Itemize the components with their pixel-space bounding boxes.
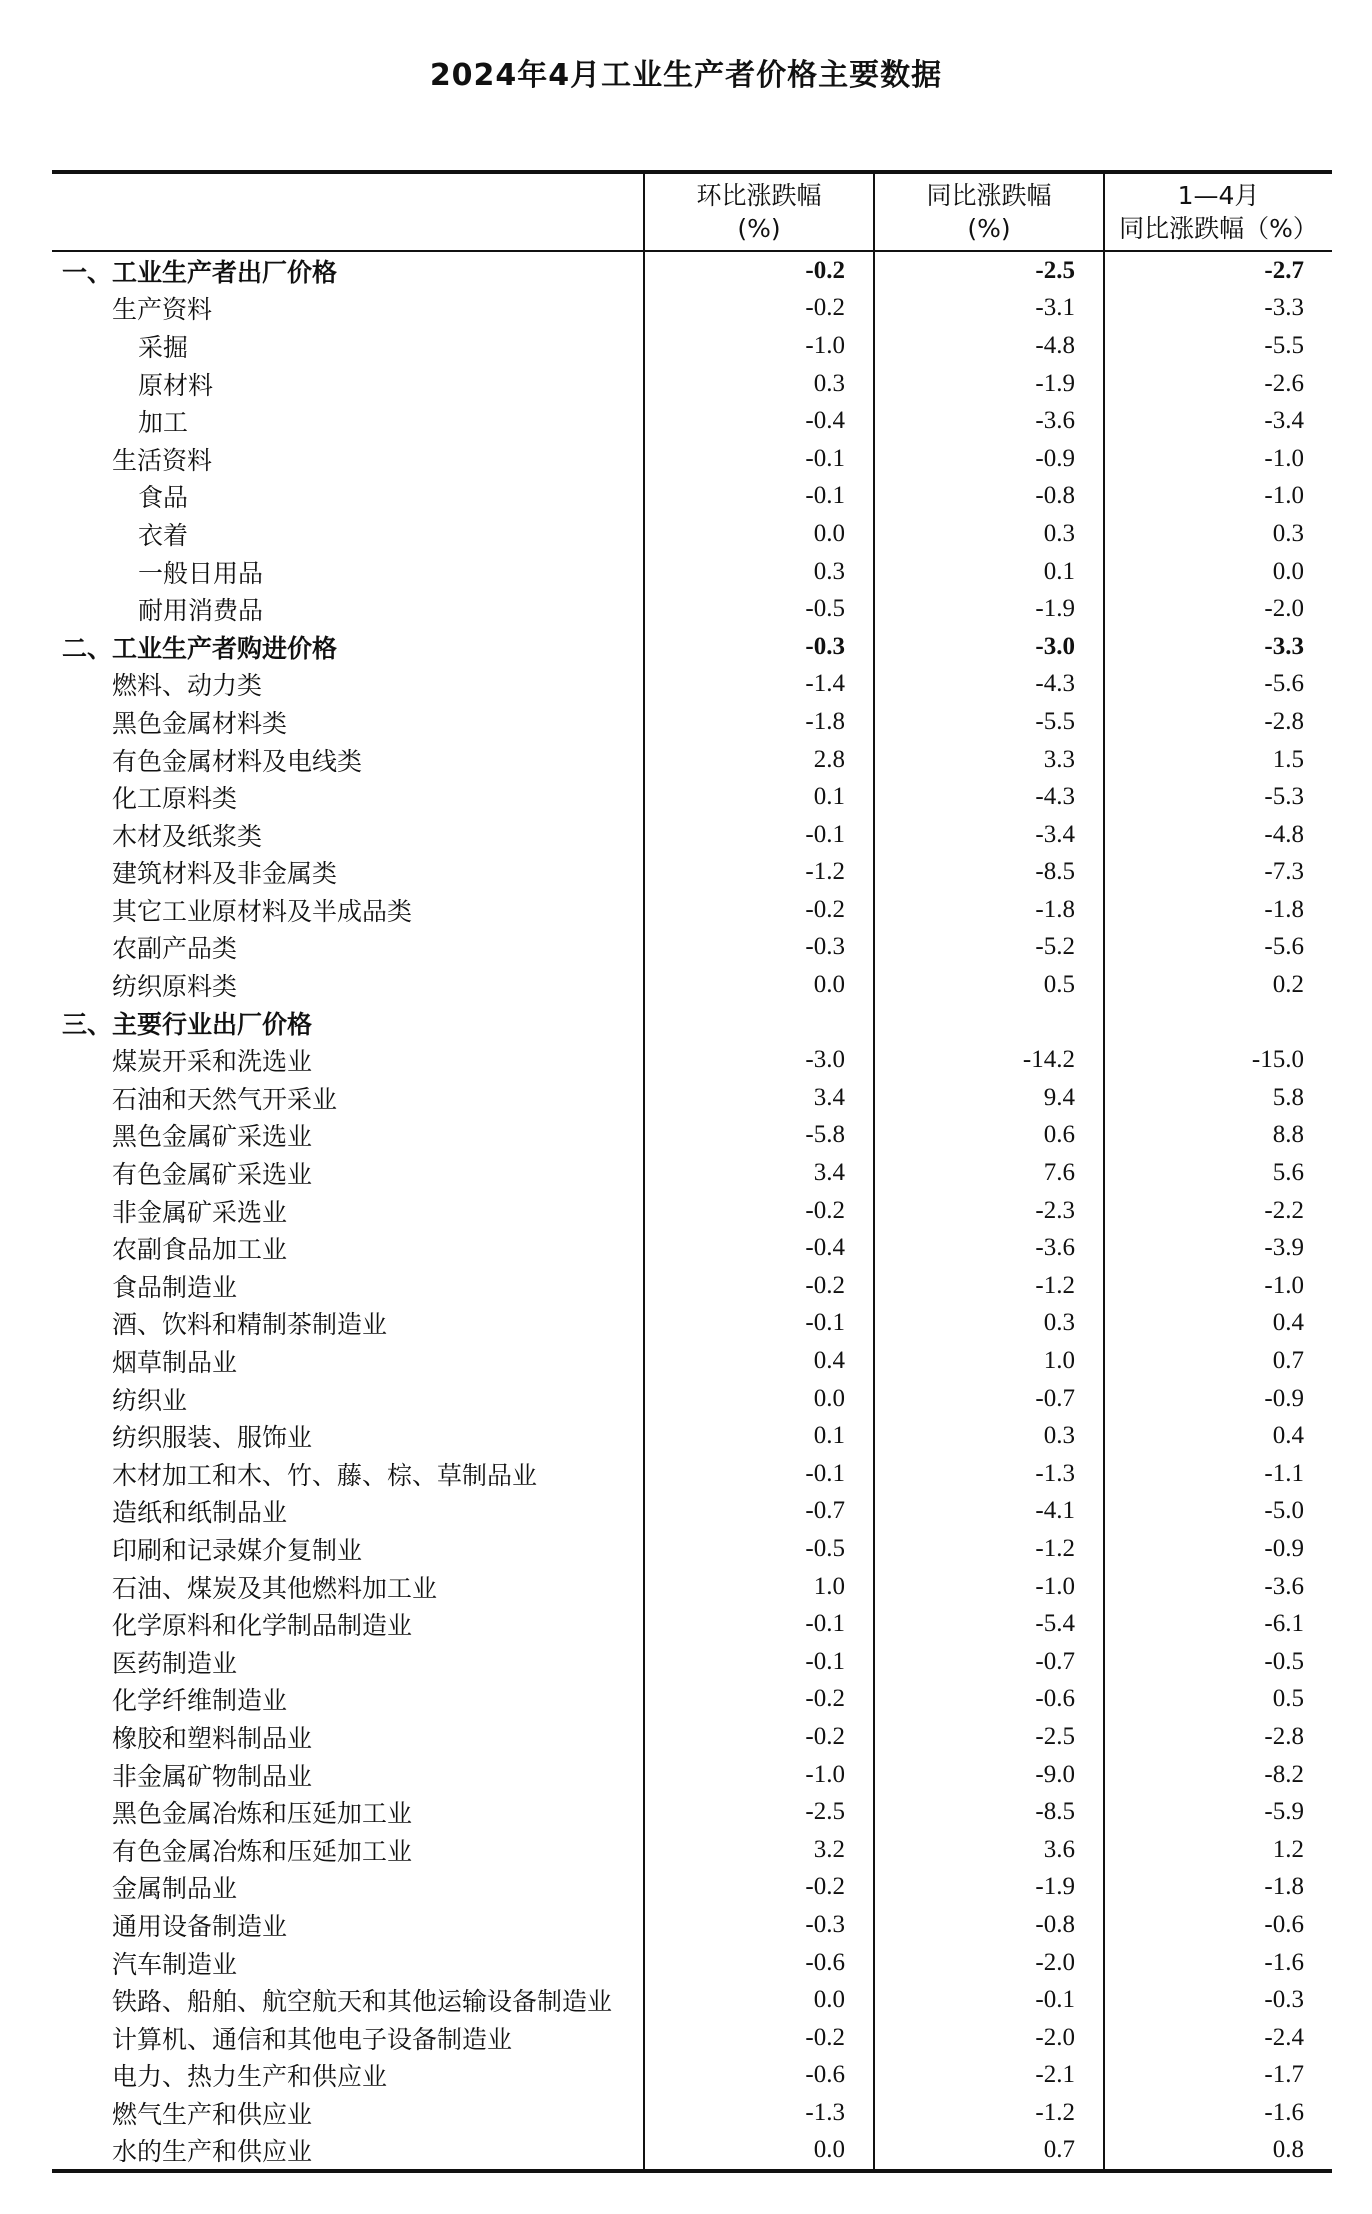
table-row — [52, 666, 1332, 704]
cell-mom: -1.4 — [644, 666, 874, 704]
table-row — [52, 778, 1332, 816]
row-label: 汽车制造业 — [112, 1949, 238, 1979]
cell-ytd: 0.8 — [1104, 2132, 1332, 2172]
cell-mom: -1.8 — [644, 703, 874, 741]
row-label: 农副食品加工业 — [112, 1235, 288, 1265]
table-body — [52, 251, 1332, 2171]
table-row — [52, 440, 1332, 478]
table-row — [52, 478, 1332, 516]
row-label: 纺织原料类 — [112, 972, 238, 1002]
cell-yoy: -1.2 — [874, 2094, 1104, 2132]
cell-mom: -0.4 — [644, 402, 874, 440]
table-row — [52, 327, 1332, 365]
row-label: 建筑材料及非金属类 — [112, 859, 338, 889]
cell-yoy: -0.9 — [874, 440, 1104, 478]
cell-mom: 3.4 — [644, 1079, 874, 1117]
cell-mom: 3.2 — [644, 1831, 874, 1869]
cell-mom: -0.2 — [644, 1681, 874, 1719]
cell-yoy: -3.6 — [874, 402, 1104, 440]
cell-yoy: 0.7 — [874, 2132, 1104, 2172]
cell-mom: -0.4 — [644, 1229, 874, 1267]
table-row — [52, 1267, 1332, 1305]
cell-mom: -0.1 — [644, 1305, 874, 1343]
row-label: 耐用消费品 — [138, 596, 264, 626]
cell-yoy: -0.7 — [874, 1643, 1104, 1681]
table-row — [52, 854, 1332, 892]
cell-mom: -0.2 — [644, 891, 874, 929]
row-label: 烟草制品业 — [112, 1348, 238, 1378]
cell-ytd: 0.3 — [1104, 515, 1332, 553]
table-row — [52, 966, 1332, 1004]
cell-mom: 2.8 — [644, 741, 874, 779]
cell-yoy: 0.5 — [874, 966, 1104, 1004]
table-row — [52, 1229, 1332, 1267]
row-label: 印刷和记录媒介复制业 — [112, 1535, 363, 1565]
cell-yoy: 0.3 — [874, 1305, 1104, 1343]
cell-yoy: 0.6 — [874, 1117, 1104, 1155]
table-row — [52, 1718, 1332, 1756]
cell-ytd: 0.2 — [1104, 966, 1332, 1004]
cell-mom: -1.2 — [644, 854, 874, 892]
cell-ytd: -5.3 — [1104, 778, 1332, 816]
cell-yoy: -2.5 — [874, 251, 1104, 290]
table-row — [52, 1643, 1332, 1681]
cell-mom: -0.2 — [644, 1192, 874, 1230]
cell-mom: 0.0 — [644, 2132, 874, 2172]
cell-yoy: -1.2 — [874, 1530, 1104, 1568]
table-row — [52, 816, 1332, 854]
cell-ytd: 0.4 — [1104, 1305, 1332, 1343]
cell-mom: -2.5 — [644, 1793, 874, 1831]
cell-mom: 1.0 — [644, 1568, 874, 1606]
cell-mom: -5.8 — [644, 1117, 874, 1155]
table-row — [52, 1192, 1332, 1230]
cell-yoy: -0.7 — [874, 1380, 1104, 1418]
cell-mom: -0.2 — [644, 1869, 874, 1907]
cell-yoy: -5.4 — [874, 1605, 1104, 1643]
cell-yoy: 3.3 — [874, 741, 1104, 779]
cell-ytd: -3.9 — [1104, 1229, 1332, 1267]
table-row — [52, 1455, 1332, 1493]
cell-mom: -0.6 — [644, 1944, 874, 1982]
header-ytd-line1: 1—4月 — [1177, 181, 1260, 210]
row-label: 非金属矿采选业 — [112, 1197, 288, 1227]
cell-ytd: -0.9 — [1104, 1530, 1332, 1568]
header-yoy — [874, 172, 1104, 251]
cell-yoy: 9.4 — [874, 1079, 1104, 1117]
row-label: 农副产品类 — [112, 934, 238, 964]
cell-ytd: -5.6 — [1104, 666, 1332, 704]
table-row — [52, 1117, 1332, 1155]
row-label: 化学纤维制造业 — [112, 1686, 288, 1716]
cell-ytd: 0.7 — [1104, 1342, 1332, 1380]
cell-mom: -0.3 — [644, 929, 874, 967]
cell-yoy: 0.3 — [874, 1417, 1104, 1455]
cell-mom: -0.7 — [644, 1493, 874, 1531]
cell-ytd: 0.5 — [1104, 1681, 1332, 1719]
cell-mom: 0.1 — [644, 1417, 874, 1455]
table-row — [52, 1154, 1332, 1192]
table-row — [52, 1380, 1332, 1418]
cell-ytd: -3.3 — [1104, 628, 1332, 666]
cell-ytd: -2.6 — [1104, 365, 1332, 403]
cell-mom: -0.2 — [644, 290, 874, 328]
row-label: 生活资料 — [112, 445, 213, 475]
cell-yoy: -4.3 — [874, 778, 1104, 816]
table-row — [52, 929, 1332, 967]
cell-ytd: -1.8 — [1104, 891, 1332, 929]
row-label: 木材加工和木、竹、藤、棕、草制品业 — [112, 1460, 538, 1490]
price-data-table — [52, 170, 1332, 2173]
cell-mom: -0.1 — [644, 1605, 874, 1643]
header-ytd-line2: 同比涨跌幅（%） — [1119, 214, 1318, 243]
cell-ytd: -7.3 — [1104, 854, 1332, 892]
table-row — [52, 1079, 1332, 1117]
row-label: 通用设备制造业 — [112, 1911, 288, 1941]
cell-yoy: -8.5 — [874, 854, 1104, 892]
table-row — [52, 1568, 1332, 1606]
cell-yoy: -1.9 — [874, 365, 1104, 403]
cell-ytd: -0.3 — [1104, 1981, 1332, 2019]
row-label: 化学原料和化学制品制造业 — [112, 1611, 413, 1641]
header-ytd — [1104, 172, 1332, 251]
cell-mom: 0.0 — [644, 1380, 874, 1418]
row-label: 石油和天然气开采业 — [112, 1084, 338, 1114]
cell-ytd: 8.8 — [1104, 1117, 1332, 1155]
header-mom-line1: 环比涨跌幅 — [696, 181, 822, 210]
cell-ytd: -2.8 — [1104, 1718, 1332, 1756]
cell-ytd: -0.5 — [1104, 1643, 1332, 1681]
table-row — [52, 891, 1332, 929]
row-label: 造纸和纸制品业 — [112, 1498, 288, 1528]
cell-mom: -0.2 — [644, 251, 874, 290]
cell-ytd: 1.5 — [1104, 741, 1332, 779]
cell-mom: 0.3 — [644, 553, 874, 591]
cell-ytd: -1.0 — [1104, 1267, 1332, 1305]
cell-yoy: -1.9 — [874, 1869, 1104, 1907]
row-label: 有色金属冶炼和压延加工业 — [112, 1836, 413, 1866]
cell-ytd: -5.6 — [1104, 929, 1332, 967]
cell-mom: 0.0 — [644, 515, 874, 553]
cell-mom: -0.3 — [644, 628, 874, 666]
table-row — [52, 1305, 1332, 1343]
row-label: 木材及纸浆类 — [112, 821, 263, 851]
cell-yoy: -4.8 — [874, 327, 1104, 365]
cell-yoy: -2.3 — [874, 1192, 1104, 1230]
cell-ytd: 5.6 — [1104, 1154, 1332, 1192]
cell-mom: -1.0 — [644, 327, 874, 365]
cell-yoy: -4.1 — [874, 1493, 1104, 1531]
cell-ytd: -1.0 — [1104, 440, 1332, 478]
row-label: 化工原料类 — [112, 784, 238, 814]
table-row — [52, 2057, 1332, 2095]
cell-yoy: -2.1 — [874, 2057, 1104, 2095]
cell-ytd: -4.8 — [1104, 816, 1332, 854]
cell-mom: 0.4 — [644, 1342, 874, 1380]
cell-ytd: -6.1 — [1104, 1605, 1332, 1643]
table-row — [52, 741, 1332, 779]
cell-yoy: 0.1 — [874, 553, 1104, 591]
cell-mom: -0.2 — [644, 1267, 874, 1305]
cell-yoy: -2.5 — [874, 1718, 1104, 1756]
row-label: 计算机、通信和其他电子设备制造业 — [112, 2024, 513, 2054]
row-label: 黑色金属冶炼和压延加工业 — [112, 1799, 413, 1829]
cell-mom: -1.3 — [644, 2094, 874, 2132]
cell-ytd: 0.4 — [1104, 1417, 1332, 1455]
row-label: 一般日用品 — [138, 558, 264, 588]
cell-ytd: -3.4 — [1104, 402, 1332, 440]
table-row — [52, 1793, 1332, 1831]
cell-yoy: 7.6 — [874, 1154, 1104, 1192]
row-label: 衣着 — [138, 520, 189, 550]
row-label: 橡胶和塑料制品业 — [112, 1723, 313, 1753]
row-label: 生产资料 — [112, 295, 213, 325]
table-row — [52, 703, 1332, 741]
cell-yoy: -1.9 — [874, 590, 1104, 628]
row-label: 有色金属矿采选业 — [112, 1160, 313, 1190]
cell-ytd: 1.2 — [1104, 1831, 1332, 1869]
table-row — [52, 1981, 1332, 2019]
cell-yoy: -1.8 — [874, 891, 1104, 929]
table-row — [52, 1831, 1332, 1869]
header-mom — [644, 172, 874, 251]
cell-mom: -0.1 — [644, 1455, 874, 1493]
cell-mom: 0.0 — [644, 1981, 874, 2019]
header-mom-line2: (%) — [737, 214, 781, 243]
cell-mom: -0.3 — [644, 1906, 874, 1944]
table-row — [52, 1944, 1332, 1982]
header-item — [52, 172, 644, 251]
cell-mom — [644, 1004, 874, 1042]
table-row — [52, 1530, 1332, 1568]
cell-yoy: -8.5 — [874, 1793, 1104, 1831]
table-row — [52, 590, 1332, 628]
cell-yoy — [874, 1004, 1104, 1042]
table-row — [52, 553, 1332, 591]
row-label: 有色金属材料及电线类 — [112, 746, 363, 776]
cell-ytd — [1104, 1004, 1332, 1042]
row-label: 纺织业 — [112, 1385, 188, 1415]
cell-yoy: -0.8 — [874, 1906, 1104, 1944]
cell-ytd: 5.8 — [1104, 1079, 1332, 1117]
cell-yoy: -2.0 — [874, 2019, 1104, 2057]
cell-mom: -3.0 — [644, 1041, 874, 1079]
table-row — [52, 1681, 1332, 1719]
cell-mom: -0.1 — [644, 440, 874, 478]
cell-yoy: -0.1 — [874, 1981, 1104, 2019]
row-label: 电力、热力生产和供应业 — [112, 2062, 388, 2092]
table-row — [52, 251, 1332, 290]
cell-ytd: -0.6 — [1104, 1906, 1332, 1944]
cell-ytd: -3.6 — [1104, 1568, 1332, 1606]
cell-ytd: -1.8 — [1104, 1869, 1332, 1907]
row-label: 黑色金属材料类 — [112, 708, 288, 738]
row-label: 食品 — [138, 483, 189, 513]
row-label: 石油、煤炭及其他燃料加工业 — [112, 1573, 438, 1603]
cell-mom: -0.1 — [644, 1643, 874, 1681]
cell-ytd: -1.6 — [1104, 2094, 1332, 2132]
cell-ytd: -5.0 — [1104, 1493, 1332, 1531]
row-label: 铁路、船舶、航空航天和其他运输设备制造业 — [112, 1987, 613, 2017]
cell-mom: -1.0 — [644, 1756, 874, 1794]
cell-yoy: 0.3 — [874, 515, 1104, 553]
cell-ytd: -3.3 — [1104, 290, 1332, 328]
cell-yoy: -1.3 — [874, 1455, 1104, 1493]
row-label: 黑色金属矿采选业 — [112, 1122, 313, 1152]
row-label: 煤炭开采和洗选业 — [112, 1047, 313, 1077]
cell-mom: -0.1 — [644, 816, 874, 854]
table-row — [52, 515, 1332, 553]
cell-ytd: -2.7 — [1104, 251, 1332, 290]
row-label: 燃气生产和供应业 — [112, 2099, 313, 2129]
table-row — [52, 2132, 1332, 2172]
cell-ytd: -2.2 — [1104, 1192, 1332, 1230]
row-label: 非金属矿物制品业 — [112, 1761, 313, 1791]
cell-ytd: -1.6 — [1104, 1944, 1332, 1982]
row-label: 燃料、动力类 — [112, 671, 263, 701]
cell-ytd: -2.0 — [1104, 590, 1332, 628]
table-row — [52, 1756, 1332, 1794]
row-label: 食品制造业 — [112, 1272, 238, 1302]
row-label: 加工 — [138, 408, 189, 438]
cell-yoy: -2.0 — [874, 1944, 1104, 1982]
row-label: 三、主要行业出厂价格 — [62, 1009, 313, 1039]
cell-mom: -0.5 — [644, 590, 874, 628]
cell-ytd: -2.8 — [1104, 703, 1332, 741]
cell-mom: 3.4 — [644, 1154, 874, 1192]
cell-yoy: -0.6 — [874, 1681, 1104, 1719]
cell-ytd: -1.0 — [1104, 478, 1332, 516]
table-row — [52, 365, 1332, 403]
cell-yoy: -5.2 — [874, 929, 1104, 967]
cell-yoy: -14.2 — [874, 1041, 1104, 1079]
cell-mom: -0.1 — [644, 478, 874, 516]
table-row — [52, 1041, 1332, 1079]
cell-yoy: -0.8 — [874, 478, 1104, 516]
cell-mom: -0.6 — [644, 2057, 874, 2095]
cell-yoy: -1.0 — [874, 1568, 1104, 1606]
cell-yoy: -3.0 — [874, 628, 1104, 666]
cell-ytd: -5.5 — [1104, 327, 1332, 365]
cell-yoy: -3.4 — [874, 816, 1104, 854]
table-row — [52, 1605, 1332, 1643]
cell-yoy: -9.0 — [874, 1756, 1104, 1794]
cell-ytd: -2.4 — [1104, 2019, 1332, 2057]
row-label: 纺织服装、服饰业 — [112, 1423, 313, 1453]
cell-mom: -0.5 — [644, 1530, 874, 1568]
table-row — [52, 290, 1332, 328]
table-row — [52, 1869, 1332, 1907]
row-label: 水的生产和供应业 — [52, 2132, 644, 2172]
table-row — [52, 2094, 1332, 2132]
cell-yoy: 3.6 — [874, 1831, 1104, 1869]
row-label: 一、工业生产者出厂价格 — [62, 257, 338, 287]
cell-yoy: -1.2 — [874, 1267, 1104, 1305]
cell-ytd: -5.9 — [1104, 1793, 1332, 1831]
cell-mom: 0.3 — [644, 365, 874, 403]
cell-yoy: 1.0 — [874, 1342, 1104, 1380]
cell-ytd: -15.0 — [1104, 1041, 1332, 1079]
row-label: 二、工业生产者购进价格 — [62, 633, 338, 663]
cell-yoy: -3.6 — [874, 1229, 1104, 1267]
table-row — [52, 402, 1332, 440]
header-yoy-line1: 同比涨跌幅 — [926, 181, 1052, 210]
row-label: 医药制造业 — [112, 1648, 238, 1678]
row-label: 采掘 — [138, 332, 189, 362]
cell-mom: -0.2 — [644, 2019, 874, 2057]
cell-ytd: -8.2 — [1104, 1756, 1332, 1794]
cell-mom: 0.1 — [644, 778, 874, 816]
row-label: 金属制品业 — [112, 1874, 238, 1904]
table-header-row — [52, 172, 1332, 251]
cell-mom: 0.0 — [644, 966, 874, 1004]
cell-yoy: -5.5 — [874, 703, 1104, 741]
header-yoy-line2: (%) — [967, 214, 1011, 243]
cell-yoy: -4.3 — [874, 666, 1104, 704]
cell-ytd: -1.7 — [1104, 2057, 1332, 2095]
table-row — [52, 1004, 1332, 1042]
cell-ytd: 0.0 — [1104, 553, 1332, 591]
table-row — [52, 2019, 1332, 2057]
cell-mom: -0.2 — [644, 1718, 874, 1756]
table-row — [52, 1906, 1332, 1944]
table-row — [52, 1493, 1332, 1531]
cell-ytd: -0.9 — [1104, 1380, 1332, 1418]
row-label: 原材料 — [138, 370, 214, 400]
table-row — [52, 1342, 1332, 1380]
page-title: 2024年4月工业生产者价格主要数据 — [429, 58, 943, 93]
row-label: 酒、饮料和精制茶制造业 — [112, 1310, 388, 1340]
row-label: 其它工业原材料及半成品类 — [112, 896, 413, 926]
cell-ytd: -1.1 — [1104, 1455, 1332, 1493]
table-row — [52, 628, 1332, 666]
cell-yoy: -3.1 — [874, 290, 1104, 328]
table-row — [52, 1417, 1332, 1455]
